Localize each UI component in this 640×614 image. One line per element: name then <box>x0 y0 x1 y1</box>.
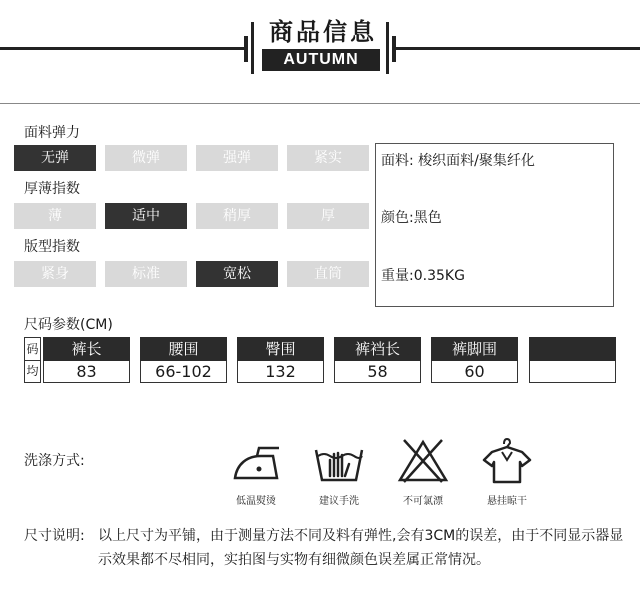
size-col-value-hip: 132 <box>237 361 324 383</box>
size-col-header-length: 裤长 <box>43 337 130 361</box>
wash-item-nobleach <box>385 436 461 507</box>
fit-title: 版型指数 <box>24 239 80 255</box>
washing-title: 洗涤方式: <box>24 453 85 469</box>
elasticity-option-none: 无弹 <box>14 145 96 171</box>
thickness-option-thick: 厚 <box>287 203 369 229</box>
header-bracket-left-inner <box>251 22 254 74</box>
size-row-header-top: 码 <box>26 342 39 356</box>
header-bracket-right-outer <box>392 36 396 62</box>
page-title: 商品信息 <box>269 18 377 46</box>
info-material: 面料: 梭织面料/聚集纤化 <box>381 153 535 169</box>
fit-option-loose: 宽松 <box>196 261 278 287</box>
elasticity-option-slight: 微弹 <box>105 145 187 171</box>
fit-option-straight: 直筒 <box>287 261 369 287</box>
wash-label-hangdry: 悬挂晾干 <box>487 496 527 507</box>
size-row-header <box>24 337 41 383</box>
info-weight: 重量:0.35KG <box>381 268 465 284</box>
hand-wash-icon <box>312 436 366 486</box>
fit-option-standard: 标准 <box>105 261 187 287</box>
elasticity-title: 面料弹力 <box>24 125 80 141</box>
wash-label-handwash: 建议手洗 <box>319 496 359 507</box>
size-col-value-length: 83 <box>43 361 130 383</box>
size-col-value-hem: 60 <box>431 361 518 383</box>
no-bleach-icon <box>396 436 450 486</box>
size-table-title: 尺码参数(CM) <box>24 317 113 333</box>
wash-item-hangdry <box>469 436 545 507</box>
size-col-header-hip: 臀围 <box>237 337 324 361</box>
wash-label-nobleach: 不可氯漂 <box>403 496 443 507</box>
size-row-header-bottom: 均 <box>26 364 39 378</box>
hang-dry-icon <box>480 436 534 486</box>
thickness-option-medium: 适中 <box>105 203 187 229</box>
page-subtitle: AUTUMN <box>262 49 380 71</box>
size-col-value-empty <box>529 361 616 383</box>
elasticity-option-strong: 强弹 <box>196 145 278 171</box>
size-col-header-hem: 裤脚围 <box>431 337 518 361</box>
size-col-value-rise: 58 <box>334 361 421 383</box>
low-temp-iron-icon <box>229 436 283 486</box>
thickness-title: 厚薄指数 <box>24 181 80 197</box>
header-rule-left <box>0 47 244 50</box>
size-col-header-rise: 裤裆长 <box>334 337 421 361</box>
section-divider <box>0 103 640 104</box>
wash-label-iron: 低温熨烫 <box>236 496 276 507</box>
size-col-value-waist: 66-102 <box>140 361 227 383</box>
fit-option-tight: 紧身 <box>14 261 96 287</box>
wash-item-iron <box>218 436 294 507</box>
header-bracket-left-outer <box>244 36 248 62</box>
size-note-label: 尺寸说明: <box>24 528 85 544</box>
size-col-header-waist: 腰围 <box>140 337 227 361</box>
header-bracket-right-inner <box>386 22 389 74</box>
size-col-header-empty <box>529 337 616 361</box>
thickness-option-slightly-thick: 稍厚 <box>196 203 278 229</box>
wash-item-handwash <box>301 436 377 507</box>
elasticity-option-firm: 紧实 <box>287 145 369 171</box>
info-color: 颜色:黑色 <box>381 210 442 226</box>
header-rule-right <box>396 47 640 50</box>
thickness-option-thin: 薄 <box>14 203 96 229</box>
size-note-text: 以上尺寸为平铺，由于测量方法不同及料有弹性,会有3CM的误差，由于不同显示器显示效果都不尽相同，实拍图与实物有细微颜色误差属正常情况。 <box>98 528 624 568</box>
